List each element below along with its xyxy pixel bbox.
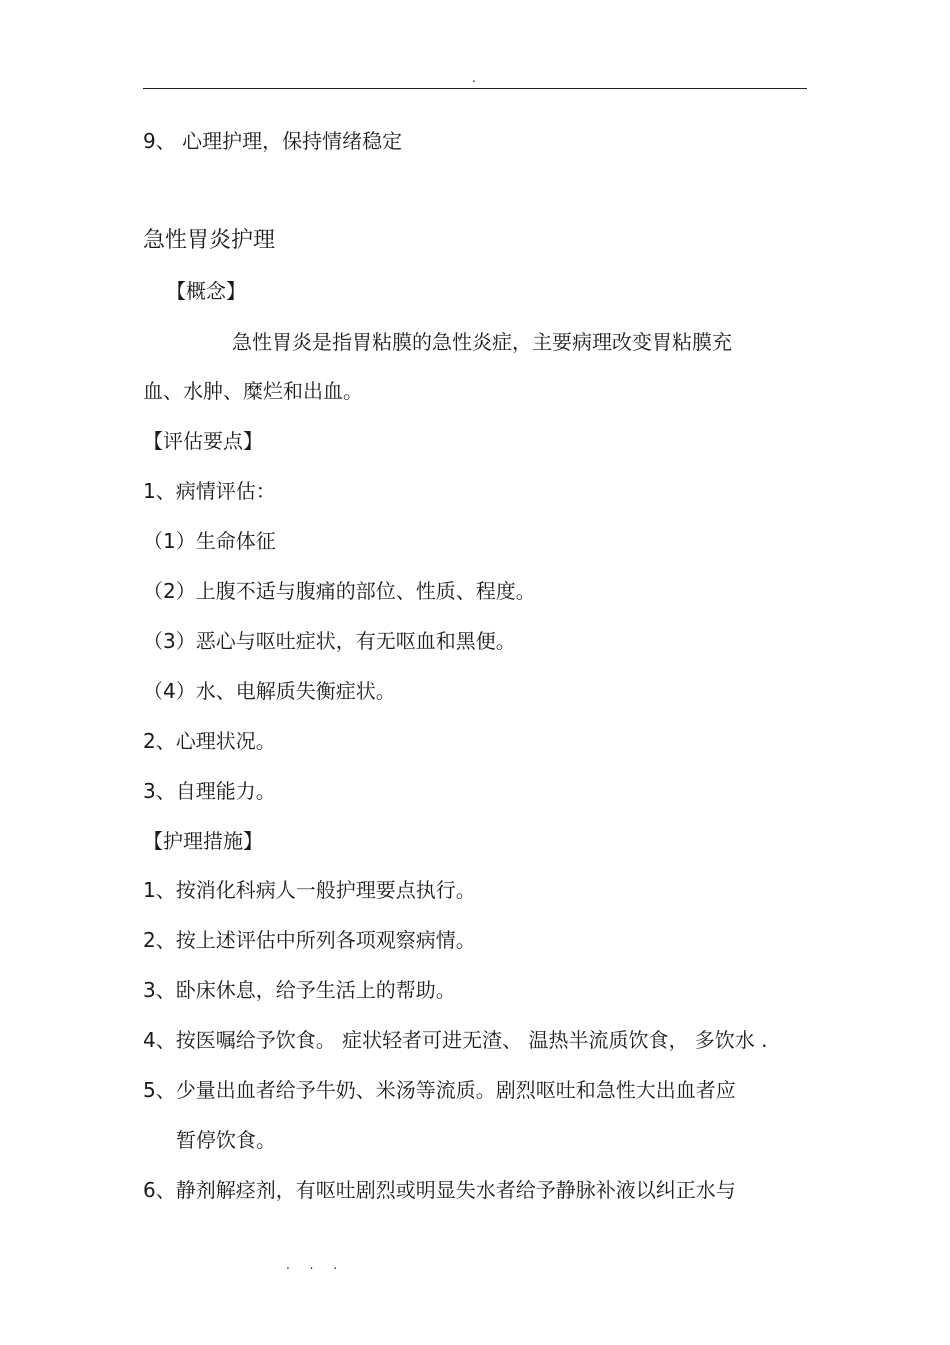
measure-item-1: 1、按消化科病人一般护理要点执行。 bbox=[143, 878, 476, 902]
measure-item-4: 4、按医嘱给予饮食。 症状轻者可进无渣、 温热半流质饮食， 多饮水 . bbox=[143, 1028, 768, 1052]
section-title: 急性胃炎护理 bbox=[143, 228, 276, 253]
assessment-subitem-3: （3）恶心与呕吐症状，有无呕血和黑便。 bbox=[143, 629, 516, 653]
concept-paragraph-line2: 血、水肿、糜烂和出血。 bbox=[143, 379, 363, 403]
measure-item-2: 2、按上述评估中所列各项观察病情。 bbox=[143, 928, 476, 952]
concept-paragraph-line1: 急性胃炎是指胃粘膜的急性炎症，主要病理改变胃粘膜充 bbox=[232, 330, 732, 354]
measure-item-6-line1: 6、静剂解痉剂，有呕吐剧烈或明显失水者给予静脉补液以纠正水与 bbox=[143, 1178, 736, 1202]
measure-item-5-line2: 暂停饮食。 bbox=[176, 1128, 276, 1152]
assessment-item-1: 1、病情评估： bbox=[143, 479, 276, 503]
measure-item-3: 3、卧床休息，给予生活上的帮助。 bbox=[143, 978, 456, 1002]
assessment-item-3: 3、自理能力。 bbox=[143, 779, 276, 803]
page-header-mark: . bbox=[472, 71, 476, 85]
heading-concept: 【概念】 bbox=[166, 279, 246, 303]
page-footer-mark: . . . bbox=[286, 1258, 346, 1272]
assessment-subitem-4: （4）水、电解质失衡症状。 bbox=[143, 679, 396, 703]
assessment-item-2: 2、心理状况。 bbox=[143, 729, 276, 753]
assessment-subitem-1: （1）生命体征 bbox=[143, 529, 276, 553]
list-item-9: 9、 心理护理，保持情绪稳定 bbox=[143, 129, 403, 153]
measure-item-5-line1: 5、少量出血者给予牛奶、米汤等流质。剧烈呕吐和急性大出血者应 bbox=[143, 1078, 736, 1102]
assessment-subitem-2: （2）上腹不适与腹痛的部位、性质、程度。 bbox=[143, 579, 536, 603]
page-header-rule bbox=[143, 88, 807, 89]
heading-nursing-measures: 【护理措施】 bbox=[143, 829, 263, 853]
heading-assessment: 【评估要点】 bbox=[143, 429, 263, 453]
